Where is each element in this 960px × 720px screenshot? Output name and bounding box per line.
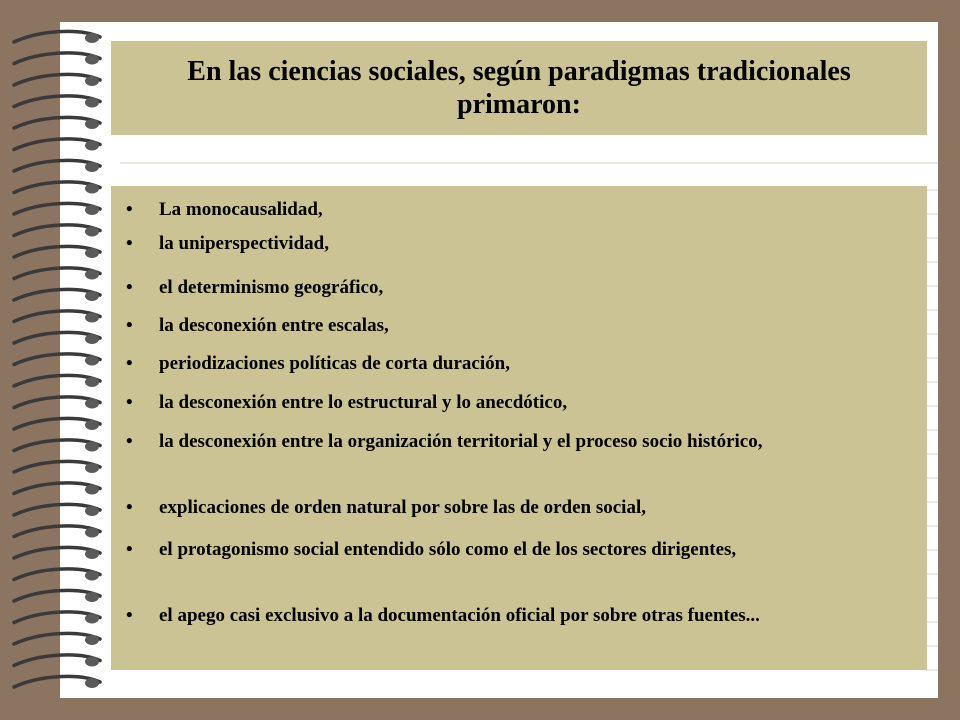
list-item-text: la uniperspectividad, (159, 233, 329, 254)
bullet-icon: • (126, 199, 133, 220)
binding-hole (85, 313, 99, 323)
content-panel (111, 186, 927, 670)
binding-hole (85, 657, 99, 667)
binding-hole (85, 184, 99, 194)
list-item-text: el determinismo geográfico, (159, 277, 384, 298)
list-item-text: el protagonismo social entendido sólo como el de los sectores dirigentes, (159, 539, 737, 560)
binding-hole (85, 227, 99, 237)
binding-hole (85, 76, 99, 86)
list-item-text: la desconexión entre lo estructural y lo anecdótico, (159, 392, 568, 413)
binding-hole (85, 506, 99, 516)
binding-hole (85, 635, 99, 645)
list-item-text: el apego casi exclusivo a la documentación oficial por sobre otras fuentes... (159, 605, 760, 626)
list-item-text: la desconexión entre la organización territorial y el proceso socio histórico, (159, 431, 763, 452)
binding-hole (85, 98, 99, 108)
binding-hole (85, 33, 99, 43)
list-item-text: explicaciones de orden natural por sobre las de orden social, (159, 497, 646, 518)
binding-hole (85, 119, 99, 129)
bullet-icon: • (126, 539, 133, 560)
bullet-icon: • (126, 431, 133, 452)
binding-hole (85, 205, 99, 215)
binding-hole (85, 55, 99, 65)
binding-hole (85, 141, 99, 151)
binding-hole (85, 485, 99, 495)
binding-hole (85, 592, 99, 602)
binding-hole (85, 614, 99, 624)
binding-hole (85, 248, 99, 258)
bullet-icon: • (126, 233, 133, 254)
list-item-text: periodizaciones políticas de corta duración, (159, 353, 510, 374)
binding-hole (85, 377, 99, 387)
title-panel (111, 41, 927, 135)
binding-hole (85, 549, 99, 559)
bullet-icon: • (126, 315, 133, 336)
binding-hole (85, 528, 99, 538)
binding-hole (85, 442, 99, 452)
binding-hole (85, 678, 99, 688)
binding-hole (85, 420, 99, 430)
list-item-text: La monocausalidad, (159, 199, 323, 220)
binding-hole (85, 399, 99, 409)
bullet-icon: • (126, 605, 133, 626)
bullet-icon: • (126, 497, 133, 518)
binding-hole (85, 291, 99, 301)
list-item-text: la desconexión entre escalas, (159, 315, 389, 336)
binding-hole (85, 571, 99, 581)
binding-hole (85, 334, 99, 344)
binding-hole (85, 270, 99, 280)
binding-hole (85, 162, 99, 172)
slide-title: En las ciencias sociales, según paradigmas tradicionales primaron: (187, 56, 851, 120)
binding-hole (85, 463, 99, 473)
bullet-icon: • (126, 392, 133, 413)
spiral-binding (0, 0, 120, 720)
bullet-icon: • (126, 277, 133, 298)
bullet-icon: • (126, 353, 133, 374)
binding-hole (85, 356, 99, 366)
